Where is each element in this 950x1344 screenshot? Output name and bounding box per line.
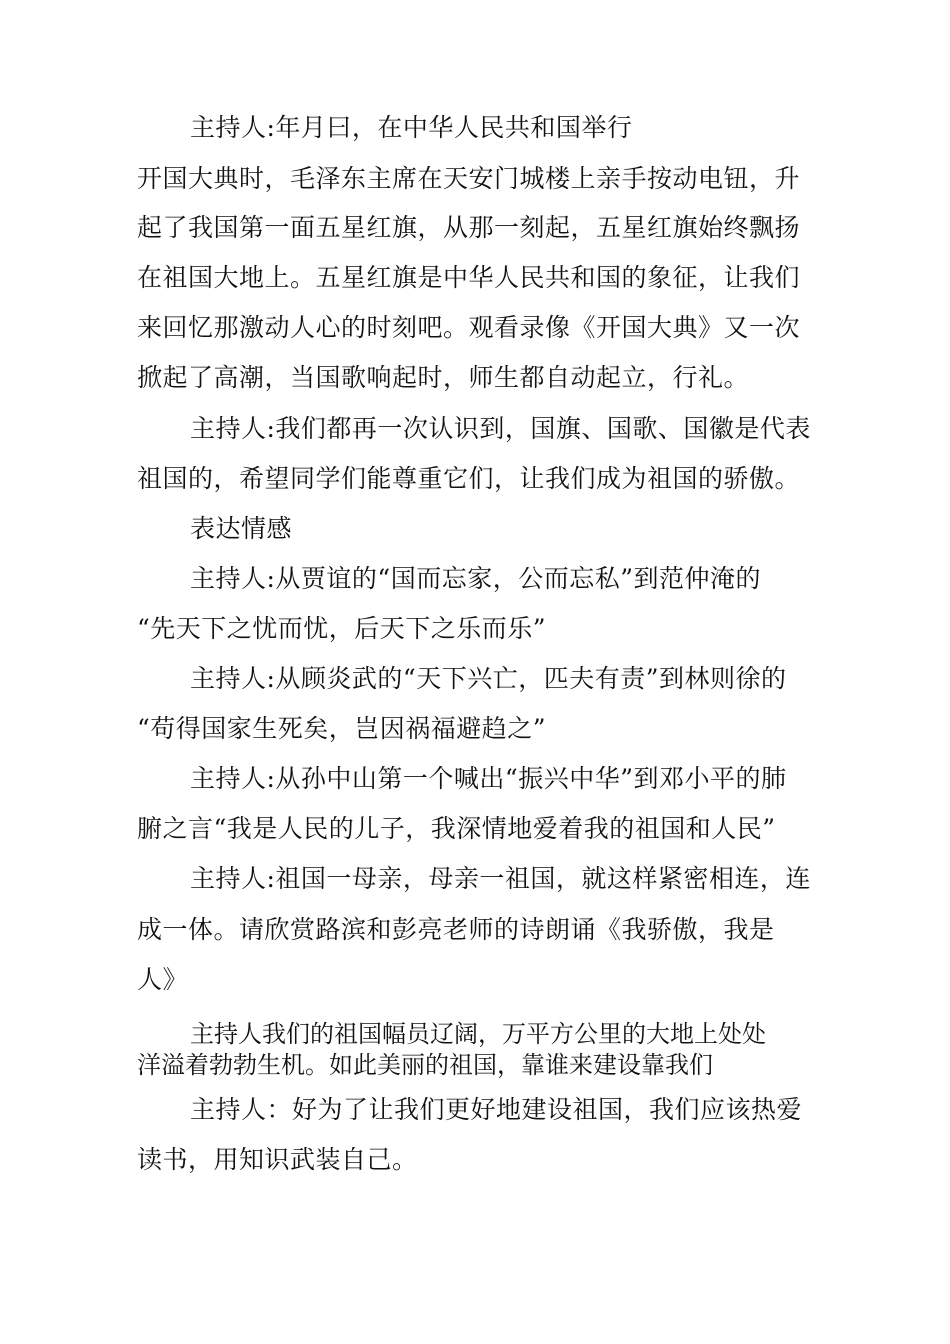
paragraph-line: 主持人:从孙中山第一个喊出“振兴中华”到邓小平的肺 [190,764,787,793]
paragraph-line: 主持人：好为了让我们更好地建设祖国，我们应该热爱 [190,1095,803,1124]
paragraph-line: 主持人:我们都再一次认识到，国旗、国歌、国徽是代表 [190,414,811,443]
paragraph-line: 读书，用知识武装自己。 [137,1145,418,1174]
paragraph-line: 主持人:年月曰，在中华人民共和国举行 [190,113,633,142]
paragraph-line: 开国大典时，毛泽东主席在天安门城楼上亲手按动电钮，升 [137,164,801,193]
paragraph-line: 洋溢着勃勃生机。如此美丽的祖国，靠谁来建设靠我们 [137,1051,713,1079]
paragraph-line: 主持人我们的祖国幅员辽阔，万平方公里的大地上处处 [190,1020,766,1048]
paragraph-line: “苟得国家生死矣，岂因祸福避趋之” [137,714,547,743]
paragraph-line: 祖国的，希望同学们能尊重它们，让我们成为祖国的骄傲。 [137,464,801,493]
paragraph-line: 主持人:祖国一母亲，母亲一祖国，就这样紧密相连，连 [190,864,811,893]
paragraph-line: 掀起了高潮，当国歌响起时，师生都自动起立，行礼。 [137,363,750,392]
paragraph-line: “先天下之忧而忧，后天下之乐而乐” [137,614,547,643]
paragraph-line: 主持人:从贾谊的“国而忘家，公而忘私”到范仲淹的 [190,564,761,593]
paragraph-line: 腑之言“我是人民的儿子，我深情地爱着我的祖国和人民” [137,814,776,843]
paragraph-line: 来回忆那激动人心的时刻吧。观看录像《开国大典》又一次 [137,313,801,342]
paragraph-line: 起了我国第一面五星红旗，从那一刻起，五星红旗始终飘扬 [137,213,801,242]
paragraph-line: 在祖国大地上。五星红旗是中华人民共和国的象征，让我们 [137,263,801,292]
paragraph-line: 主持人:从顾炎武的“天下兴亡，匹夫有责”到林则徐的 [190,664,787,693]
paragraph-line: 成一体。请欣赏路滨和彭亮老师的诗朗诵《我骄傲，我是 [137,915,775,944]
section-heading: 表达情感 [190,514,293,543]
paragraph-line: 人》 [137,965,189,994]
